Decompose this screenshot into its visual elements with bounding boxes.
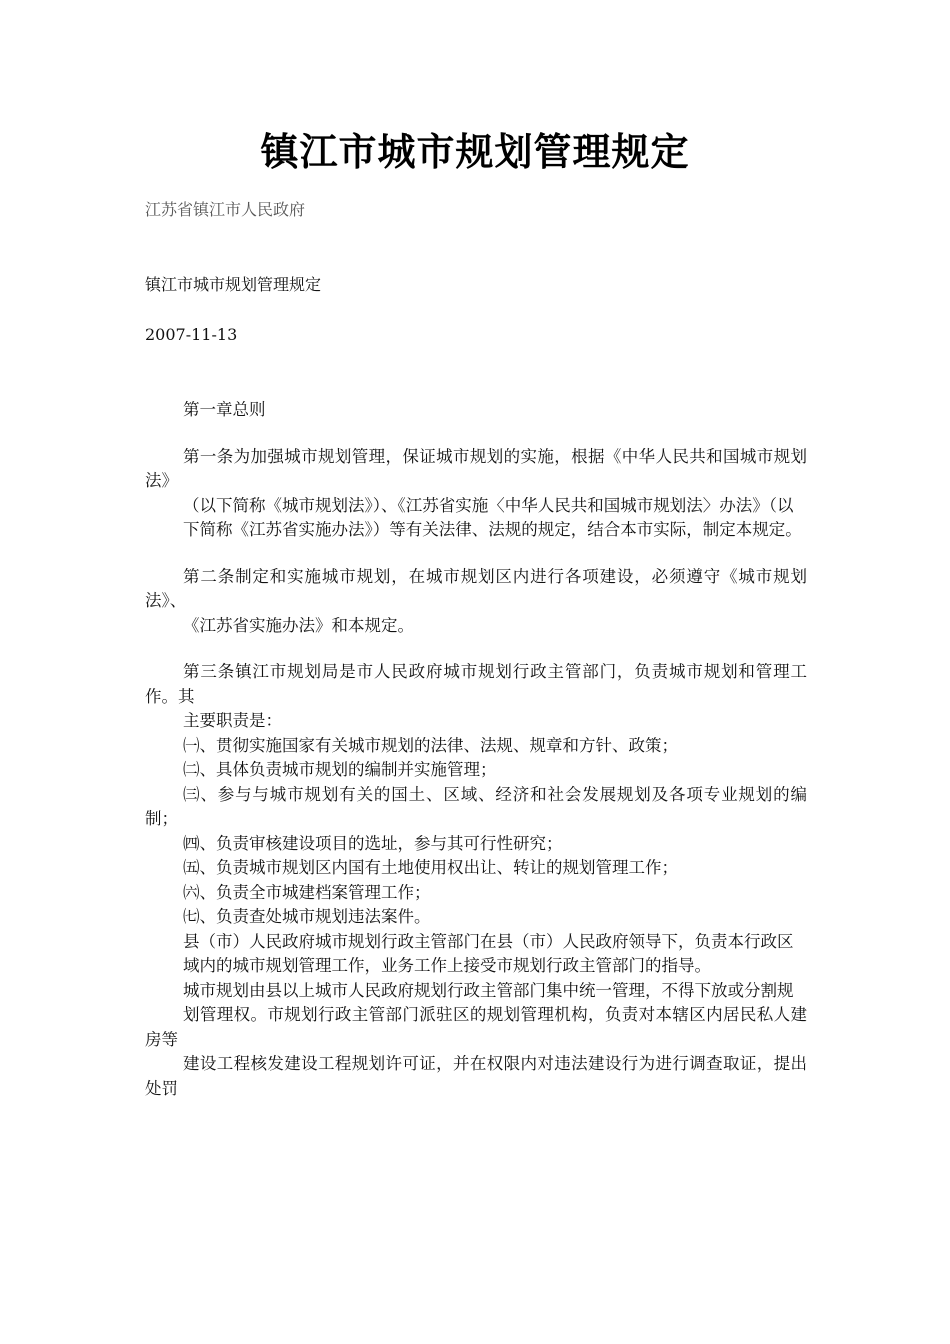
article-3-line-7: 建设工程核发建设工程规划许可证，并在权限内对违法建设行为进行调查取证，提出处罚 (145, 1054, 807, 1098)
article-1-line-3: 下简称《江苏省实施办法》）等有关法律、法规的规定，结合本市实际，制定本规定。 (183, 520, 802, 539)
article-3-item-1: ㈠、贯彻实施国家有关城市规划的法律、法规、规章和方针、政策； (183, 735, 678, 755)
article-3-line-4: 域内的城市规划管理工作，业务工作上接受市规划行政主管部门的指导。 (183, 956, 711, 975)
article-3-item-2: ㈡、具体负责城市规划的编制并实施管理； (183, 760, 497, 779)
article-1-line-2: （以下简称《城市规划法》）、《江苏省实施〈中华人民共和国城市规划法〉办法》（以 (183, 495, 794, 515)
chapter-heading: 第一章总则 (183, 400, 266, 419)
document-title: 镇江市城市规划管理规定 (260, 129, 690, 174)
document-source: 江苏省镇江市人民政府 (145, 200, 306, 219)
article-3-item-4: ㈣、负责审核建设项目的选址，参与其可行性研究； (183, 833, 563, 853)
article-3-line-6: 划管理权。市规划行政主管部门派驻区的规划管理机构，负责对本辖区内居民私人建房等 (145, 1005, 807, 1049)
article-2-line-2: 《江苏省实施办法》和本规定。 (183, 615, 414, 635)
article-3-line-1: 第三条镇江市规划局是市人民政府城市规划行政主管部门，负责城市规划和管理工作。其 (145, 662, 807, 706)
article-3-item-6: ㈥、负责全市城建档案管理工作； (183, 882, 431, 902)
article-3-item-5: ㈤、负责城市规划区内国有土地使用权出让、转让的规划管理工作； (183, 858, 678, 877)
document-subtitle: 镇江市城市规划管理规定 (145, 275, 322, 294)
document-date: 2007-11-13 (145, 325, 238, 344)
article-3-item-7: ㈦、负责查处城市规划违法案件。 (183, 907, 431, 926)
document-body (145, 398, 807, 1101)
article-3-line-3: 县（市）人民政府城市规划行政主管部门在县（市）人民政府领导下，负责本行政区 (183, 931, 794, 951)
article-1-line-1: 第一条为加强城市规划管理，保证城市规划的实施，根据《中华人民共和国城市规划法》 (145, 446, 807, 490)
article-3-line-5: 城市规划由县以上城市人民政府规划行政主管部门集中统一管理，不得下放或分割规 (183, 980, 794, 1000)
article-2-line-1: 第二条制定和实施城市规划，在城市规划区内进行各项建设，必须遵守《城市规划法》、 (145, 566, 807, 610)
article-3-line-2: 主要职责是： (183, 711, 282, 730)
article-3-item-3: ㈢、参与与城市规划有关的国土、区域、经济和社会发展规划及各项专业规划的编制； (145, 784, 807, 828)
